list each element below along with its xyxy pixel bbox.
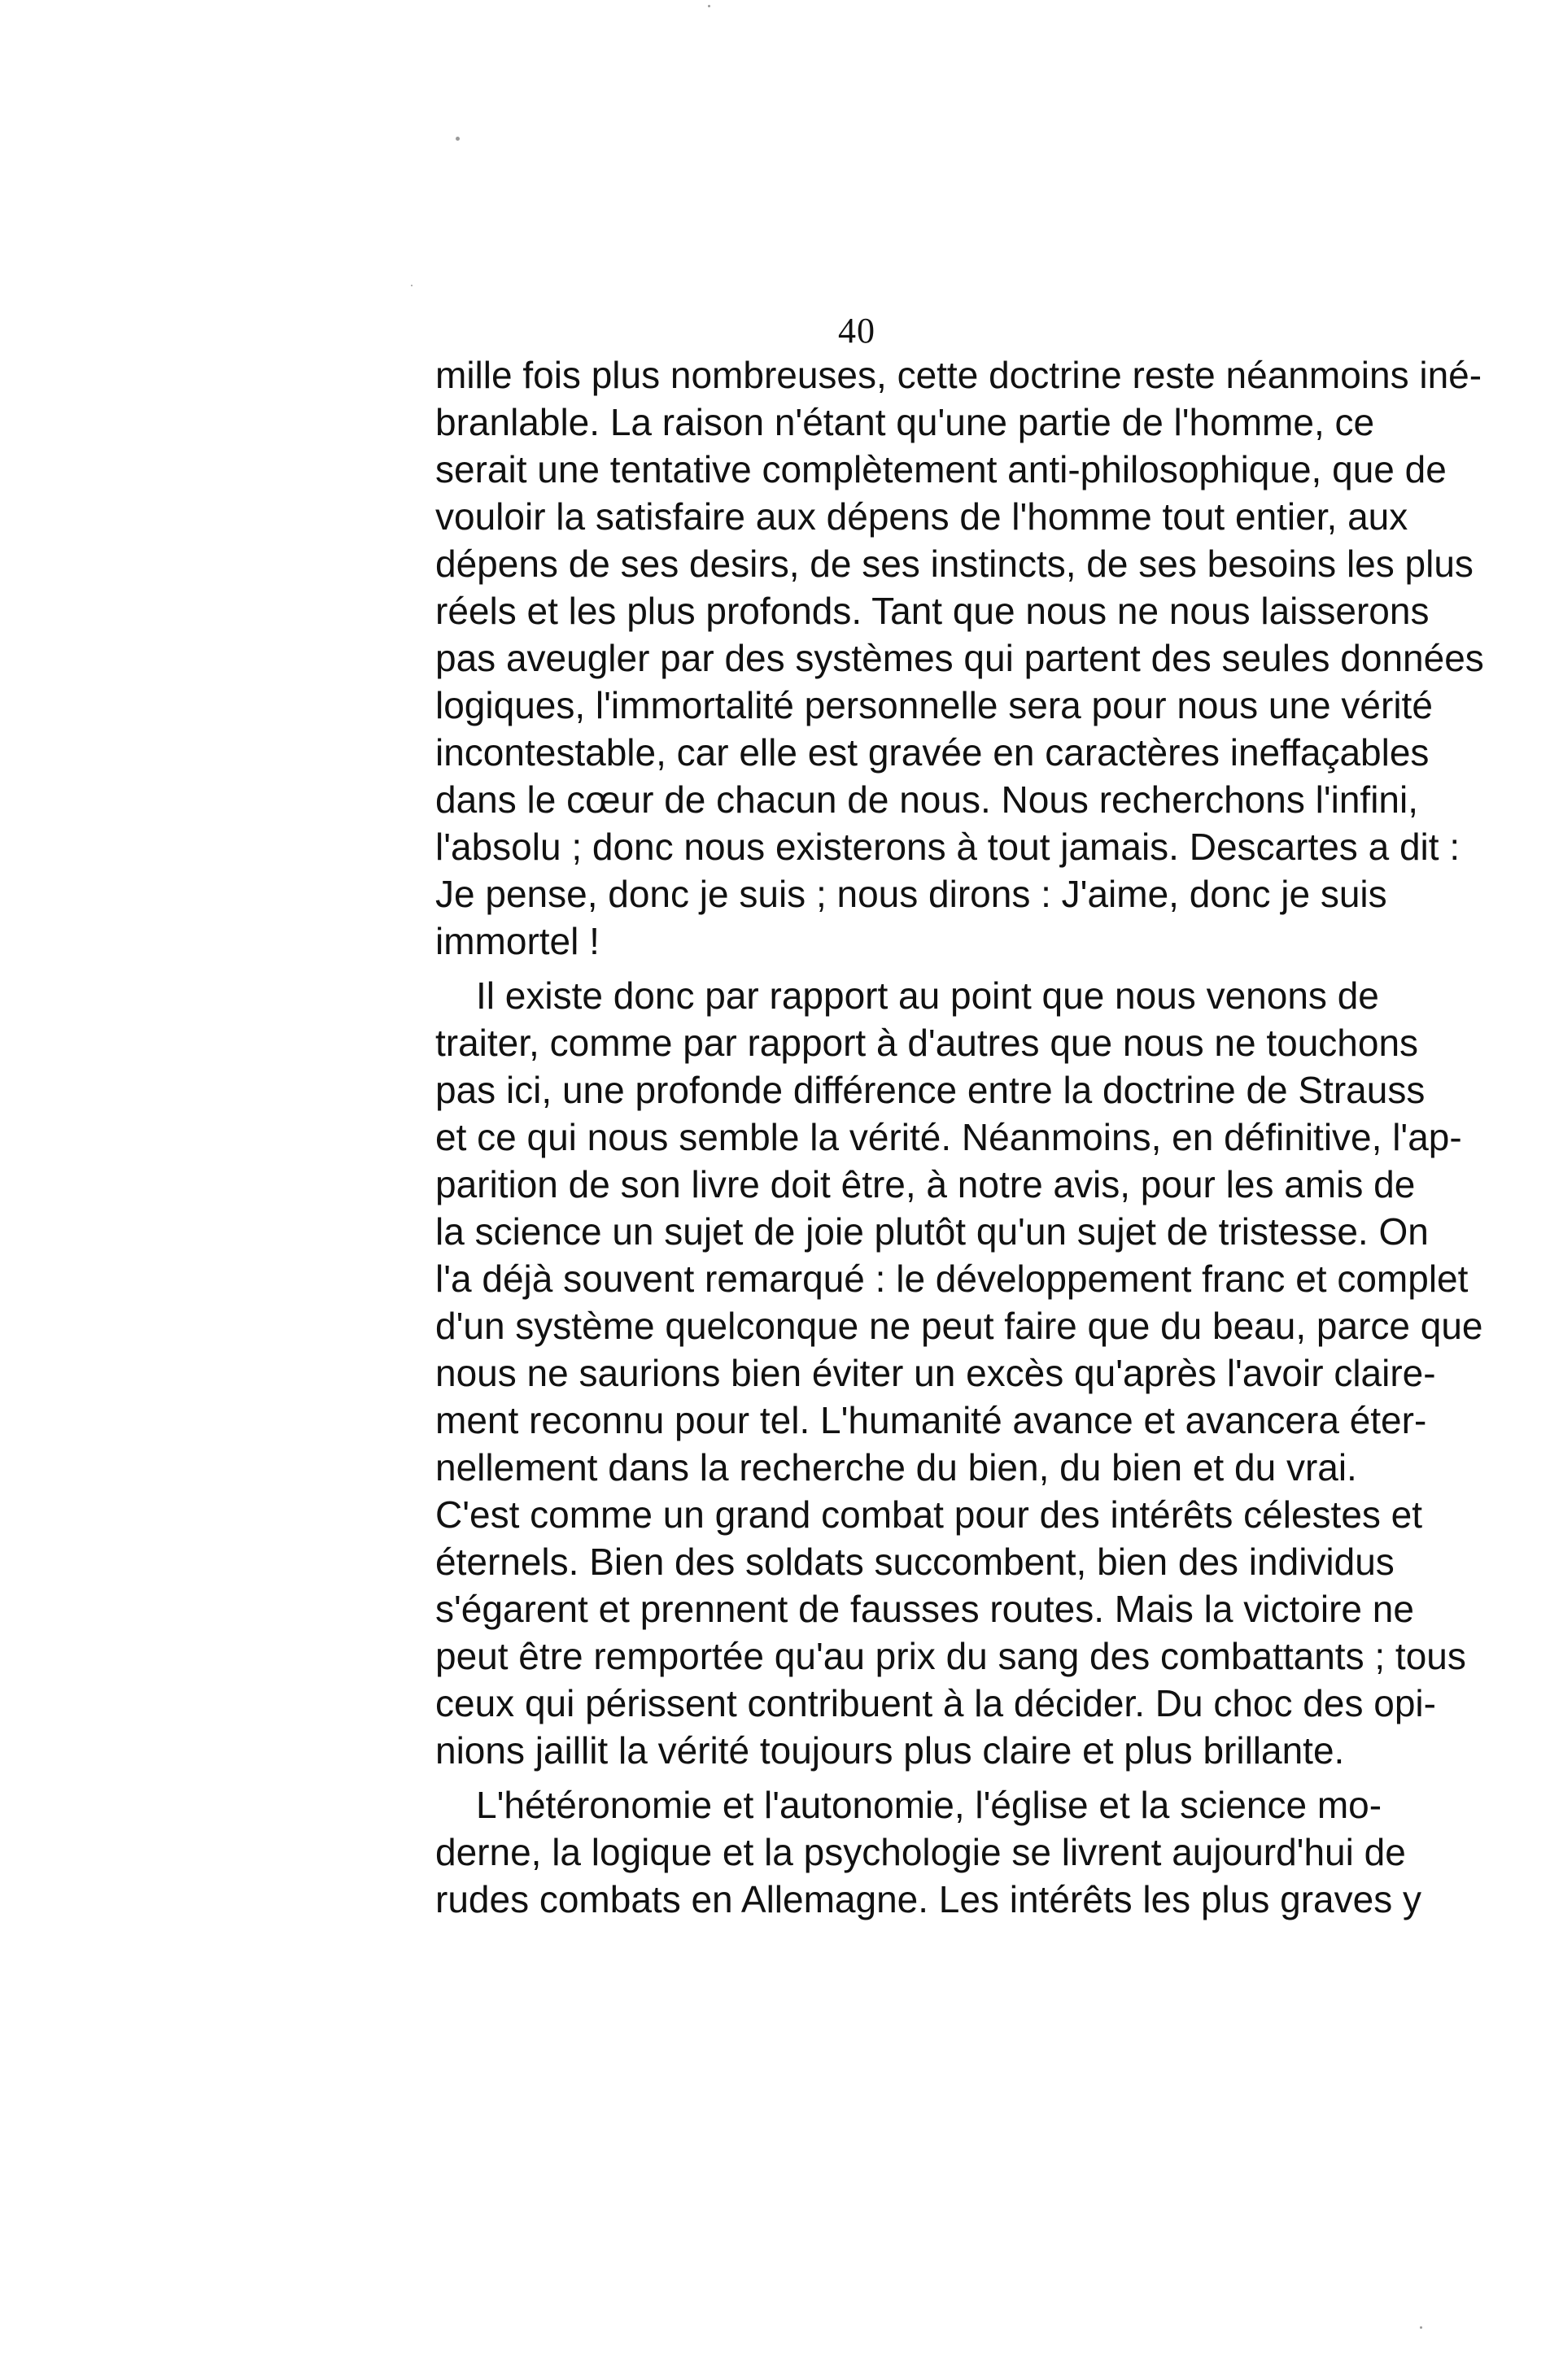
- text-line: L'hétéronomie et l'autonomie, l'église et la science mo-: [476, 1784, 1382, 1826]
- text-line: la science un sujet de joie plutôt qu'un sujet de tristesse. On: [435, 1210, 1429, 1253]
- text-line: éternels. Bien des soldats succombent, bien des individus: [435, 1541, 1395, 1583]
- text-line: vouloir la satisfaire aux dépens de l'homme tout entier, aux: [435, 495, 1408, 538]
- text-line: l'absolu ; donc nous existerons à tout jamais. Descartes a dit :: [435, 826, 1460, 868]
- text-line: et ce qui nous semble la vérité. Néanmoins, en définitive, l'ap-: [435, 1116, 1462, 1158]
- scan-speck: [456, 137, 460, 141]
- text-line: pas ici, une profonde différence entre la doctrine de Strauss: [435, 1069, 1426, 1111]
- text-line: s'égarent et prennent de fausses routes. Mais la victoire ne: [435, 1588, 1414, 1630]
- text-line: mille fois plus nombreuses, cette doctrine reste néanmoins iné-: [435, 354, 1482, 396]
- paragraph: [435, 1781, 1421, 1923]
- text-line: branlable. La raison n'étant qu'une partie de l'homme, ce: [435, 401, 1375, 443]
- text-line: ceux qui périssent contribuent à la décider. Du choc des opi-: [435, 1682, 1436, 1724]
- text-line: peut être remportée qu'au prix du sang des combattants ; tous: [435, 1635, 1466, 1677]
- text-line: nions jaillit la vérité toujours plus claire et plus brillante.: [435, 1729, 1345, 1772]
- text-line: serait une tentative complètement anti-philosophique, que de: [435, 448, 1447, 490]
- text-line: dépens de ses desirs, de ses instincts, de ses besoins les plus: [435, 543, 1474, 585]
- body-text: [435, 351, 1484, 1923]
- scan-speck: [411, 285, 413, 286]
- text-line: parition de son livre doit être, à notre avis, pour les amis de: [435, 1163, 1416, 1205]
- text-line: nellement dans la recherche du bien, du bien et du vrai.: [435, 1446, 1357, 1489]
- text-line: nous ne saurions bien éviter un excès qu'après l'avoir claire-: [435, 1352, 1436, 1394]
- scan-speck: [1420, 2326, 1422, 2329]
- paragraph: [435, 972, 1483, 1774]
- scan-speck: [708, 5, 710, 7]
- text-line: immortel !: [435, 920, 600, 962]
- text-line: rudes combats en Allemagne. Les intérêts les plus graves y: [435, 1878, 1421, 1920]
- text-line: derne, la logique et la psychologie se livrent aujourd'hui de: [435, 1831, 1406, 1873]
- text-line: C'est comme un grand combat pour des intérêts célestes et: [435, 1493, 1423, 1536]
- text-line: Il existe donc par rapport au point que nous venons de: [476, 974, 1379, 1017]
- text-line: l'a déjà souvent remarqué : le développement franc et complet: [435, 1258, 1469, 1300]
- text-line: incontestable, car elle est gravée en caractères ineffaçables: [435, 731, 1430, 774]
- text-line: logiques, l'immortalité personnelle sera pour nous une vérité: [435, 684, 1433, 726]
- text-line: d'un système quelconque ne peut faire que du beau, parce que: [435, 1305, 1483, 1347]
- text-line: traiter, comme par rapport à d'autres que nous ne touchons: [435, 1022, 1419, 1064]
- page-number: 40: [838, 311, 875, 351]
- text-line: pas aveugler par des systèmes qui partent des seules données: [435, 637, 1484, 679]
- text-line: réels et les plus profonds. Tant que nous ne nous laisserons: [435, 590, 1430, 632]
- text-line: Je pense, donc je suis ; nous dirons : J'aime, donc je suis: [435, 873, 1387, 915]
- text-line: dans le cœur de chacun de nous. Nous recherchons l'infini,: [435, 778, 1418, 821]
- paragraph: [435, 351, 1484, 965]
- text-line: ment reconnu pour tel. L'humanité avance et avancera éter-: [435, 1399, 1427, 1441]
